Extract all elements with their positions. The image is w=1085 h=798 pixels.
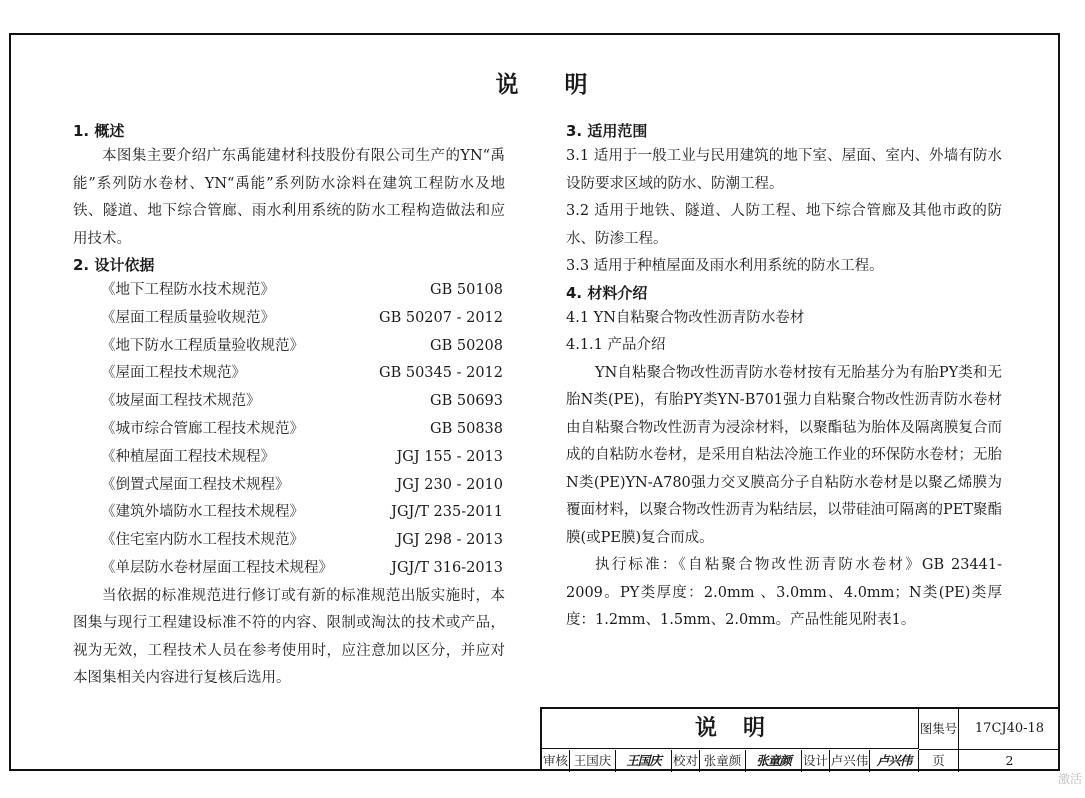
designer-name: 卢兴伟 <box>830 750 870 772</box>
standard-row <box>73 555 505 583</box>
standard-row <box>73 527 505 555</box>
standards-list <box>73 277 505 583</box>
standard-row <box>73 333 505 361</box>
standard-code: JGJ 155 - 2013 <box>396 448 503 465</box>
standard-name: 《地下工程防水技术规范》 <box>101 282 275 298</box>
standard-code: JGJ/T 316-2013 <box>391 559 503 576</box>
page-label: 页 <box>919 750 959 772</box>
watermark: 激活 <box>1058 772 1083 786</box>
standard-row <box>73 388 505 416</box>
standard-row <box>73 472 505 500</box>
standard-name: 《屋面工程技术规范》 <box>101 365 246 382</box>
standard-name: 《地下防水工程质量验收规范》 <box>101 337 304 354</box>
standard-code: JGJ/T 235-2011 <box>391 504 503 521</box>
check-label: 校对 <box>672 750 700 772</box>
standard-row <box>73 277 505 305</box>
standard-code: GB 50108 <box>430 282 503 298</box>
section-heading: 2. 设计依据 <box>73 256 155 274</box>
standard-name: 《建筑外墙防水工程技术规程》 <box>101 504 304 521</box>
section-heading: 1. 概述 <box>73 122 125 140</box>
standard-name: 《屋面工程质量验收规范》 <box>101 309 275 326</box>
standards-note: 当依据的标准规范进行修订或有新的标准规范出版实施时，本图集与现行工程建设标准不符的内容、限制或淘汰的技术或产品，视为无效，工程技术人员在参考使用时，应注意加以区分，并应对本图集相关内容进行复核后选用。 <box>73 587 505 687</box>
standard-row <box>73 305 505 333</box>
section-heading: 4. 材料介绍 <box>566 283 648 302</box>
designer-signature: 卢兴伟 <box>870 750 919 772</box>
review-label: 审核 <box>542 750 570 772</box>
page-number: 2 <box>1005 753 1014 768</box>
left-column <box>73 119 505 693</box>
right-column <box>566 119 1002 635</box>
design-label: 设计 <box>802 750 830 772</box>
title-block <box>540 707 1060 771</box>
standard-name: 《倒置式屋面工程技术规程》 <box>101 476 290 493</box>
standard-code: GB 50838 <box>430 420 503 437</box>
standard-row <box>73 499 505 527</box>
standard-name: 《种植屋面工程技术规程》 <box>101 448 275 465</box>
title-char: 明 <box>564 72 590 98</box>
page-title <box>0 66 1085 99</box>
title-char: 说 <box>495 72 521 98</box>
standard-name: 《城市综合管廊工程技术规范》 <box>101 420 304 437</box>
standard-name: 《住宅室内防水工程技术规范》 <box>101 532 304 549</box>
checker-name: 张童颜 <box>700 750 746 772</box>
standard-code: JGJ 230 - 2010 <box>396 476 503 493</box>
standard-row <box>73 444 505 472</box>
standard-name: 《单层防水卷材屋面工程技术规程》 <box>101 559 333 576</box>
product-paragraph: YN自粘聚合物改性沥青防水卷材按有无胎基分为有胎PY类和无胎N类(PE)，有胎PY类YN-B701强力自粘聚合物改性沥青防水卷材由自粘聚合物改性沥青为浸涂材料，以聚酯毡为胎体及隔离膜复合而成的自粘防水卷材，是采用自粘法冷施工作业的环保防水卷材；无胎N类(PE)YN-A780强力交叉膜高分子自粘防水卷材是以聚乙烯膜为覆面材料，以聚合物改性沥青为粘结层，以带硅油可隔离的PET聚酯膜(或PE膜)复合而成。 <box>566 364 1003 546</box>
checker-signature: 张童颜 <box>746 750 802 772</box>
standard-code: GB 50693 <box>430 393 503 410</box>
standard-code: JGJ 298 - 2013 <box>396 532 503 549</box>
standard-row <box>73 416 505 444</box>
subsection-heading: 4.1 YN自粘聚合物改性沥青防水卷材 <box>566 309 805 326</box>
reviewer-name: 王国庆 <box>570 750 616 772</box>
scope-item: 3.2 适用于地铁、隧道、人防工程、地下综合管廊及其他市政的防水、防渗工程。 <box>566 203 1002 247</box>
standard-row <box>73 360 505 388</box>
standard-code: GB 50345 - 2012 <box>379 365 503 382</box>
standard-name: 《坡屋面工程技术规范》 <box>101 393 261 410</box>
scope-item: 3.1 适用于一般工业与民用建筑的地下室、屋面、室内、外墙有防水设防要求区域的防水、防潮工程。 <box>566 148 1002 192</box>
title-block-title: 说明 <box>542 709 919 749</box>
atlas-number: 17CJ40-18 <box>974 721 1045 736</box>
atlas-label: 图集号 <box>919 709 959 749</box>
standard-paragraph: 执行标准：《自粘聚合物改性沥青防水卷材》GB 23441-2009。PY类厚度：2.0mm 、3.0mm、4.0mm；N类(PE)类厚度：1.2mm、1.5mm、2.0mm。产品性能见附表1。 <box>566 557 1002 628</box>
subsection-heading: 4.1.1 产品介绍 <box>566 337 666 353</box>
scope-item: 3.3 适用于种植屋面及雨水利用系统的防水工程。 <box>566 258 884 274</box>
overview-paragraph: 本图集主要介绍广东禹能建材科技股份有限公司生产的YN“禹能”系列防水卷材、YN“禹能”系列防水涂料在建筑工程防水及地铁、隧道、地下综合管廊、雨水利用系统的防水工程构造做法和应用技术。 <box>73 148 505 247</box>
section-heading: 3. 适用范围 <box>566 122 648 140</box>
reviewer-signature: 王国庆 <box>616 750 672 772</box>
standard-code: GB 50207 - 2012 <box>379 309 503 326</box>
standard-code: GB 50208 <box>430 337 503 354</box>
